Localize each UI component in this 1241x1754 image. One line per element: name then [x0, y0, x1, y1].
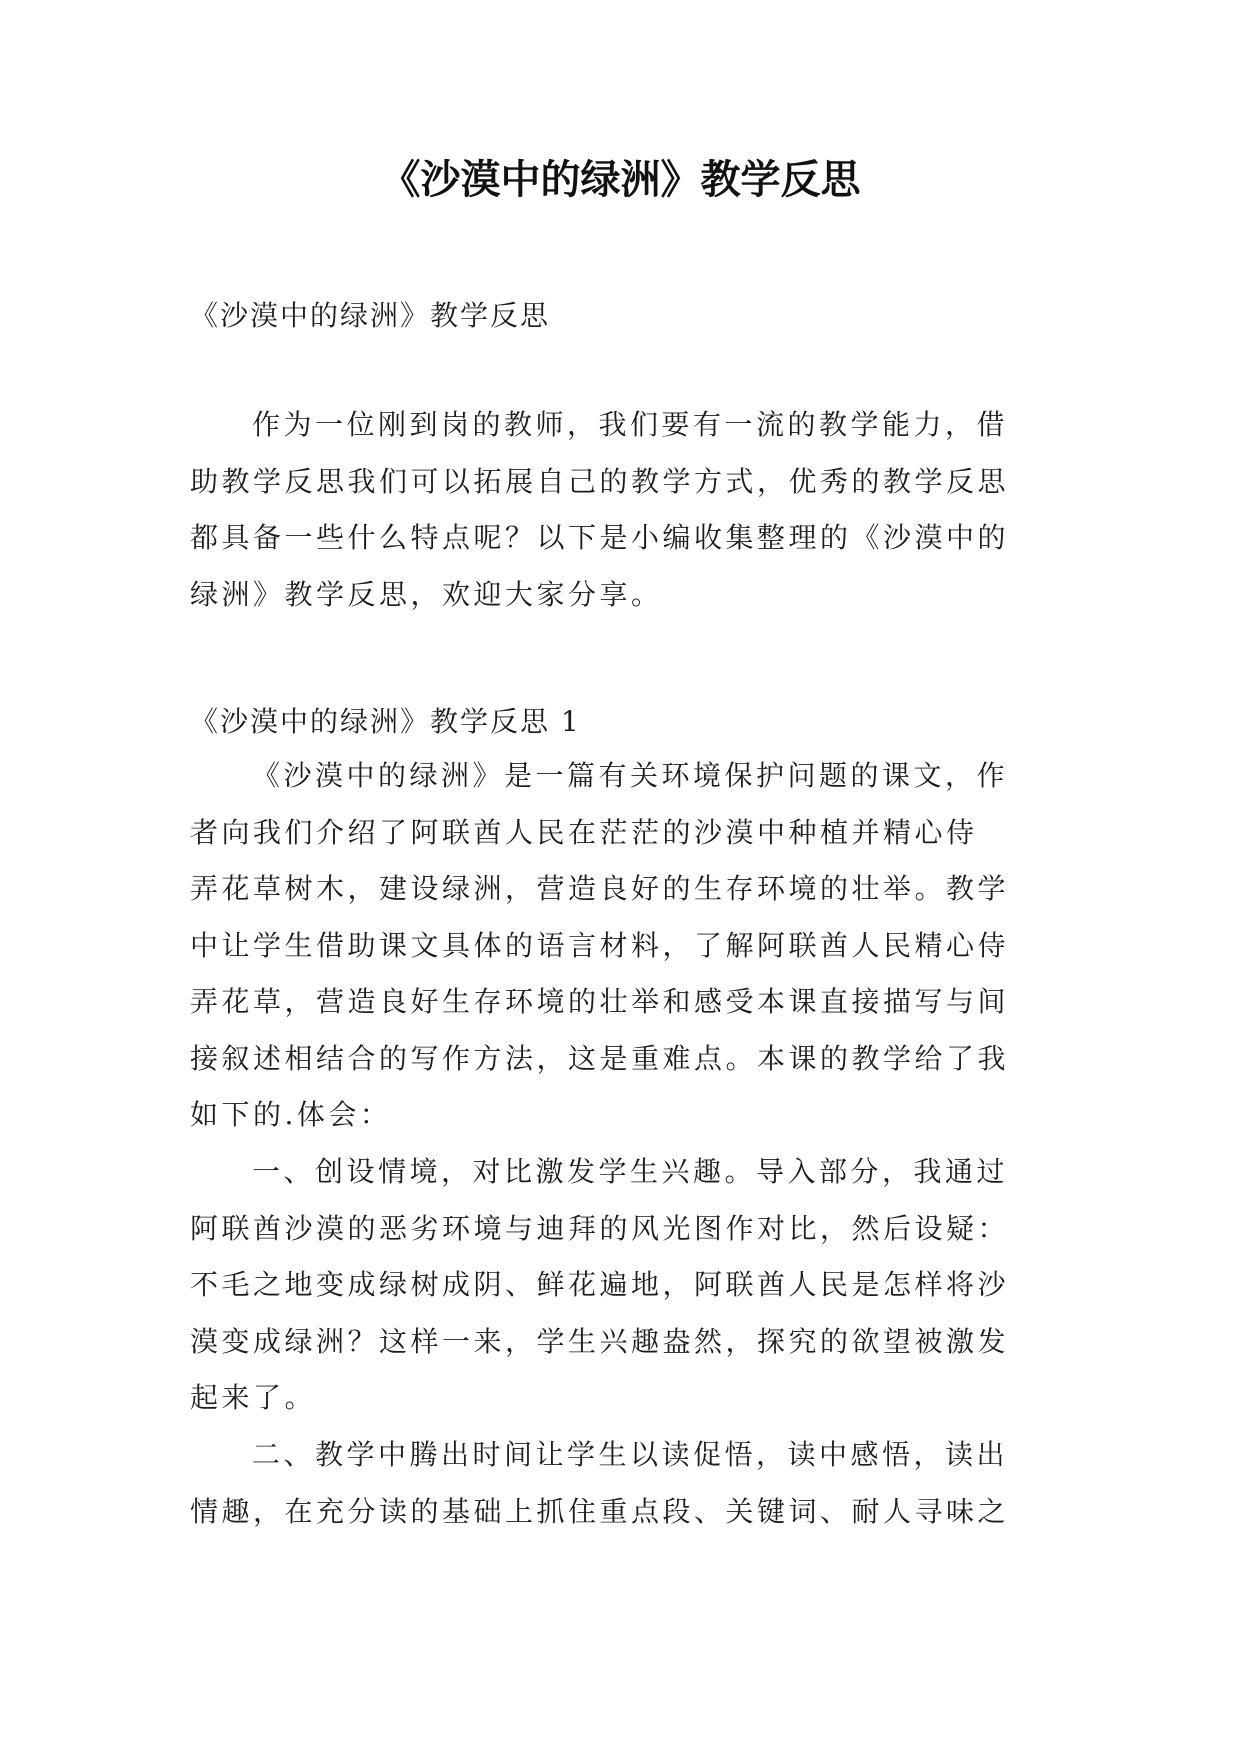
paragraph-line: 起来了。 — [190, 1381, 317, 1414]
paragraph-line: 《沙漠中的绿洲》是一篇有关环境保护问题的课文，作 — [252, 759, 1009, 792]
paragraph-line: 接叙述相结合的写作方法，这是重难点。本课的教学给了我 — [190, 1041, 1010, 1075]
intro-line: 助教学反思我们可以拓展自己的教学方式，优秀的教学反思 — [190, 464, 1010, 498]
intro-line: 作为一位刚到岗的教师，我们要有一流的教学能力，借 — [252, 408, 1009, 441]
document-title: 《沙漠中的绿洲》教学反思 — [380, 157, 861, 203]
intro-paragraph — [190, 397, 1052, 623]
document-subtitle: 《沙漠中的绿洲》教学反思 — [190, 299, 551, 332]
intro-line: 绿洲》教学反思，欢迎大家分享。 — [190, 577, 663, 611]
section1-paragraph-2 — [190, 1144, 1052, 1427]
paragraph-line: 漠变成绿洲？这样一来，学生兴趣盎然，探究的欲望被激发 — [190, 1324, 1010, 1358]
paragraph-line: 阿联酋沙漠的恶劣环境与迪拜的风光图作对比，然后设疑： — [190, 1211, 1010, 1245]
section1-paragraph-3 — [190, 1427, 1052, 1540]
paragraph-line: 情趣，在充分读的基础上抓住重点段、关键词、耐人寻味之 — [190, 1494, 1010, 1528]
paragraph-line: 中让学生借助课文具体的语言材料，了解阿联酋人民精心侍 — [190, 928, 1010, 962]
paragraph-line: 者向我们介绍了阿联酋人民在茫茫的沙漠中种植并精心侍 — [190, 815, 978, 849]
paragraph-line: 如下的.体会： — [190, 1098, 392, 1131]
paragraph-line: 不毛之地变成绿树成阴、鲜花遍地，阿联酋人民是怎样将沙 — [190, 1268, 1010, 1301]
paragraph-line: 弄花草树木，建设绿洲，营造良好的生存环境的壮举。教学 — [190, 872, 1010, 905]
paragraph-line: 二、教学中腾出时间让学生以读促悟，读中感悟，读出 — [252, 1438, 1009, 1471]
paragraph-line: 弄花草，营造良好生存环境的壮举和感受本课直接描写与间 — [190, 985, 1010, 1018]
section1-paragraph-1 — [190, 748, 1052, 1144]
intro-line: 都具备一些什么特点呢？以下是小编收集整理的《沙漠中的 — [190, 521, 1010, 554]
paragraph-line: 一、创设情境，对比激发学生兴趣。导入部分，我通过 — [252, 1155, 1009, 1188]
section-heading: 《沙漠中的绿洲》教学反思 1 — [190, 705, 581, 738]
